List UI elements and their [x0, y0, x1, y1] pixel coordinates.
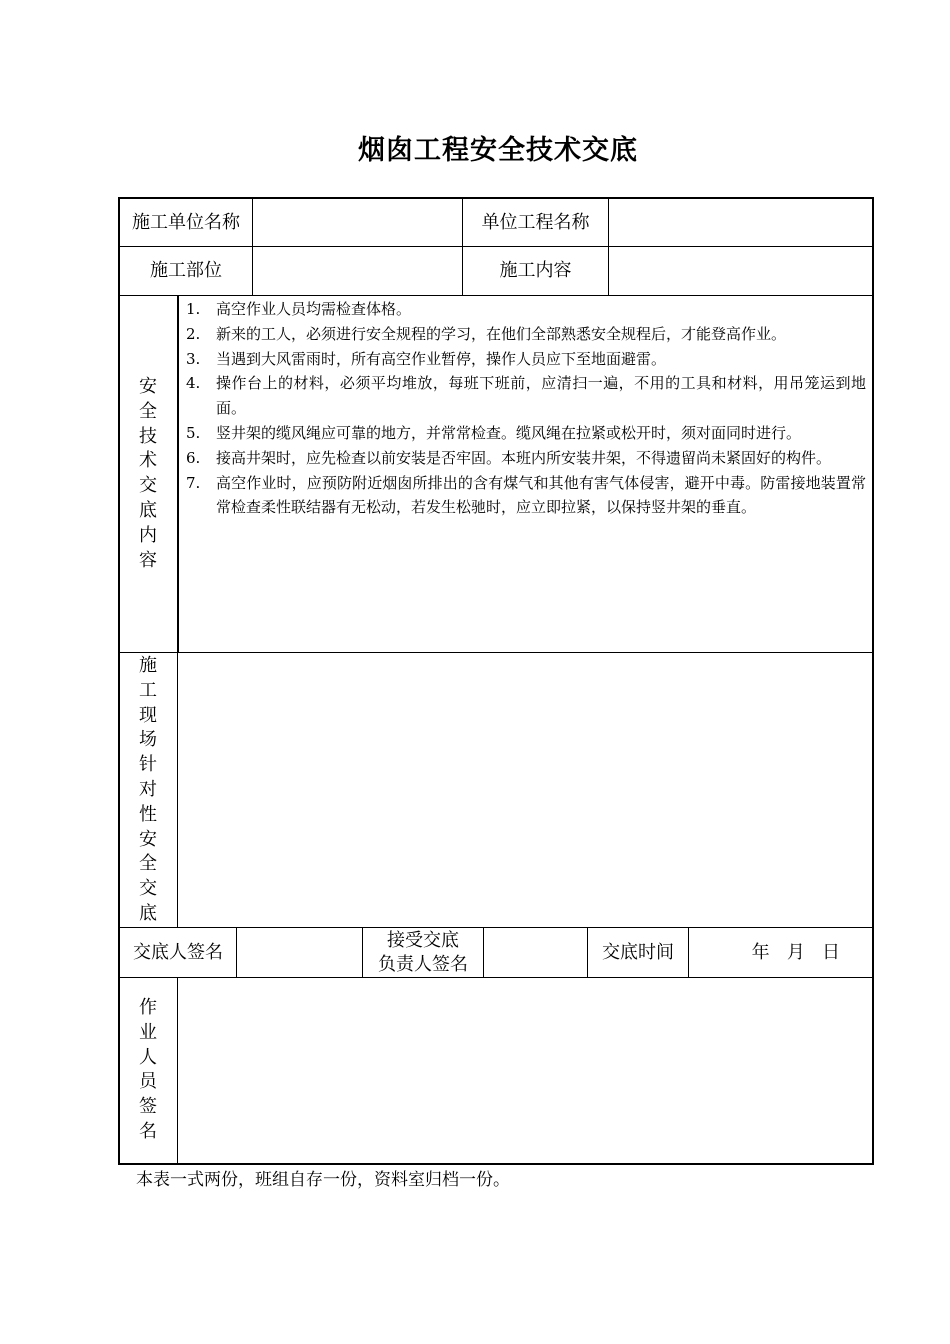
page-title: 烟囱工程安全技术交底	[358, 135, 638, 166]
list-item: 7. 高空作业时，应预防附近烟囱所排出的含有煤气和其他有害气体侵害，避开中毒。防雷接地装置常常检查柔性联结器有无松动，若发生松驰时，应立即拉紧，以保持竖井架的垂直。	[186, 473, 866, 517]
project-name-label: 单位工程名称	[481, 211, 590, 233]
presenter-signature[interactable]	[237, 928, 362, 977]
unit-name-label: 施工单位名称	[132, 211, 240, 233]
unit-name-value[interactable]	[253, 199, 462, 246]
list-item: 2. 新来的工人，必须进行安全规程的学习，在他们全部熟悉安全规程后，才能登高作业。	[186, 324, 787, 343]
footnote: 本表一式两份，班组自存一份，资料室归档一份。	[136, 1170, 510, 1190]
site-section-label: 施 工 现 场 针 对 性 安 全 交 底	[139, 655, 157, 924]
location-label: 施工部位	[150, 260, 222, 281]
receiver-signature[interactable]	[484, 928, 587, 977]
content-value[interactable]	[609, 247, 872, 295]
list-item: 6. 接高井架时，应先检查以前安装是否牢固。本班内所安装井架，不得遗留尚未紧固好的构件。	[186, 448, 832, 467]
list-item: 1. 高空作业人员均需检查体格。	[186, 300, 412, 318]
project-name-value[interactable]	[609, 199, 872, 246]
time-label: 交底时间	[602, 941, 674, 963]
receiver-label: 接受交底 负责人签名	[378, 929, 468, 975]
workers-section-label: 作 业 人 员 签 名	[139, 997, 157, 1142]
presenter-label: 交底人签名	[133, 941, 223, 963]
list-item: 4. 操作台上的材料，必须平均堆放，每班下班前，应清扫一遍，不用的工具和材料，用吊笼运到地面。	[186, 374, 866, 418]
date-field[interactable]: 年 月 日	[751, 941, 840, 963]
safety-section-label: 安 全 技 术 交 底 内 容	[139, 376, 157, 571]
list-item: 3. 当遇到大风雷雨时，所有高空作业暂停，操作人员应下至地面避雷。	[186, 349, 667, 368]
site-section-content[interactable]	[179, 654, 871, 926]
location-value[interactable]	[253, 247, 462, 295]
workers-signature-area[interactable]	[179, 979, 871, 1162]
content-label: 施工内容	[499, 260, 572, 281]
safety-items-list	[186, 297, 866, 520]
list-item: 5. 竖井架的缆风绳应可靠的地方，并常常检查。缆风绳在拉紧或松开时，须对面同时进行。	[186, 423, 802, 442]
